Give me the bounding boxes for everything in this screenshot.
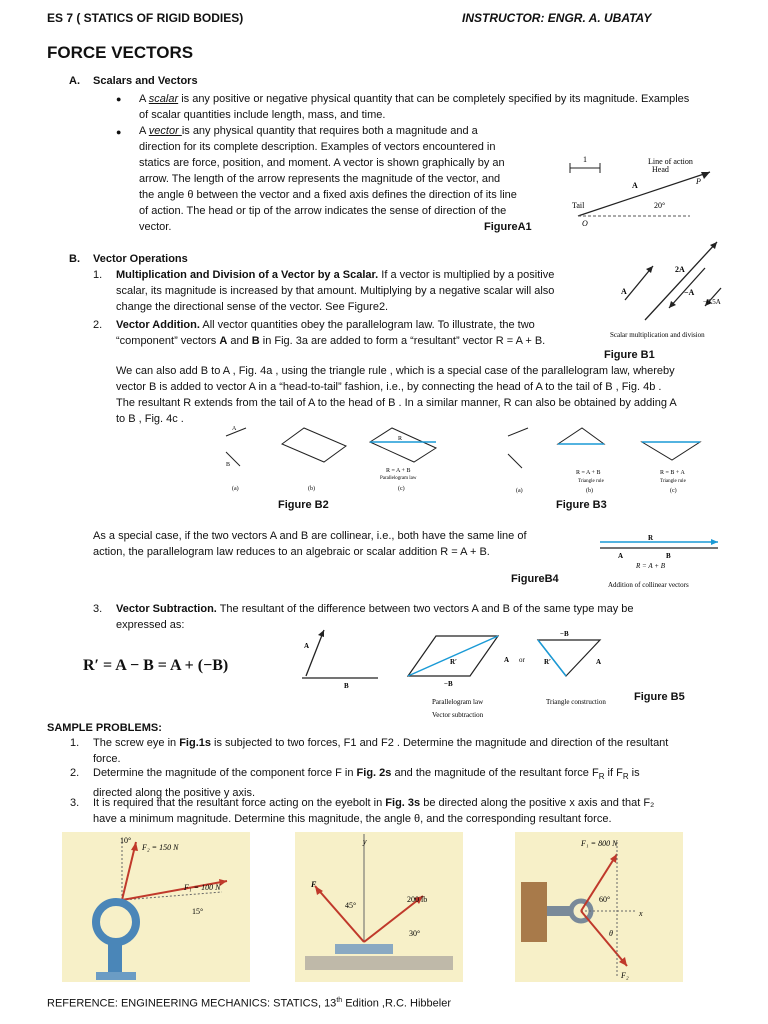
item2-b: B (251, 335, 260, 347)
screw-eye-diagram (62, 832, 250, 982)
b1-sub: Scalar multiplication and division (610, 331, 705, 339)
f1-label: F₁ = 800 N (581, 839, 618, 848)
vector-line1: is any physical quantity that requires both a magnitude and a (181, 125, 478, 137)
scalar-term: scalar (148, 93, 179, 105)
force-f2 (581, 911, 627, 966)
figure-b1-diagram (605, 238, 735, 343)
screw-base (96, 972, 136, 980)
p2-number: 2. (70, 767, 80, 779)
b5-tri: Triangle construction (546, 698, 606, 706)
arrow-head (131, 842, 138, 851)
label-a: A (304, 642, 310, 650)
item2-a: A (219, 335, 228, 347)
angle-30: 30° (409, 929, 421, 938)
bolt-shank (547, 906, 571, 916)
tail-label: Tail (572, 201, 585, 210)
item2-paragraph (116, 317, 596, 349)
scalar-line2: of scalar quantities include length, mass, and time. (139, 109, 386, 121)
b2-sub-c: (c) (398, 486, 405, 492)
figure-3s (515, 832, 683, 982)
item1-number: 1. (93, 269, 103, 281)
item2-and: and (227, 335, 252, 347)
a-label: A (632, 181, 638, 190)
scale-label: 1 (583, 155, 587, 164)
p1-number: 1. (70, 737, 80, 749)
b2-sub-a: (a) (232, 486, 239, 492)
vector-line2: direction for its complete description. Examples of vectors encountered in (139, 141, 496, 153)
support-diagram (295, 832, 463, 982)
b4-eq: R = A + B (636, 562, 666, 570)
item3-line1: The resultant of the difference between two vectors A and B of the same type may be (216, 603, 634, 615)
label-r-prime2: R′ (544, 658, 552, 666)
item3-line2: expressed as: (116, 619, 185, 631)
p2-sub: R (598, 772, 605, 782)
subtraction-equation: R′ = A − B = A + (−B) (83, 657, 229, 674)
label-a: A (232, 426, 237, 432)
screw-shank (108, 940, 122, 976)
angle-10: 10° (120, 836, 132, 845)
label-minus-b2: −B (560, 630, 569, 638)
force-f2 (122, 842, 136, 900)
horizontal-ref (122, 892, 222, 900)
p2-d: is (628, 767, 640, 779)
b3-sub-a: (a) (516, 488, 523, 494)
label-b: B (666, 552, 671, 560)
figure-a1-caption: FigureA1 (484, 221, 532, 233)
f200-label: 200 lb (407, 895, 428, 904)
figure-b3-diagram (500, 422, 715, 497)
b3-eq1: R = A + B (576, 470, 601, 476)
angle-label: 20° (654, 201, 666, 210)
label-r-prime: R′ (450, 658, 458, 666)
item2-line1: All vector quantities obey the parallelogram law. To illustrate, the two (199, 319, 535, 331)
reference-a: REFERENCE: ENGINEERING MECHANICS: STATICS, 13 (47, 997, 337, 1010)
b5-sub: Vector subtraction (432, 711, 484, 719)
b4-sub: Addition of collinear vectors (608, 581, 689, 589)
parallelogram-b (282, 428, 346, 462)
item1-line3: change the directional sense of the vector. See Figure2. (116, 301, 389, 313)
reference-b: Edition ,R.C. Hibbeler (342, 997, 451, 1010)
f2-label: F₂ = 150 N (142, 843, 179, 852)
x-label: x (639, 909, 643, 918)
support-plate (335, 944, 393, 954)
item1-line2: scalar, its magnitude is increased by that amount. Multiplying by a negative scalar will also (116, 285, 555, 297)
figure-2s (295, 832, 463, 982)
item3-number: 3. (93, 603, 103, 615)
vector-term: vector (148, 125, 182, 137)
label-minus-b: −B (444, 680, 453, 688)
p2-fig: Fig. 2s (356, 767, 392, 779)
p2-a: Determine the magnitude of the component force F in (93, 767, 357, 779)
vector-prefix: A (139, 125, 149, 137)
course-header: ES 7 ( STATICS OF RIGID BODIES) (47, 11, 244, 25)
triangle-line4: to B , Fig. 4c . (116, 413, 184, 425)
vector-line5: the angle θ between the vector and a fixed axis defines the direction of its line (139, 189, 517, 201)
problem-1 (93, 735, 733, 767)
p1-b: is subjected to two forces, F1 and F2 . Determine the magnitude and direction of the resultant (211, 737, 669, 749)
b3-sub-b: (b) (586, 488, 593, 494)
figure-b5-caption: Figure B5 (634, 691, 685, 703)
figure-1s (62, 832, 250, 982)
scalar-paragraph (139, 91, 729, 123)
item2-line2b: in Fig. 3a are added to form a “resultant” vector R = A + B. (259, 335, 546, 347)
figure-b3-caption: Figure B3 (556, 499, 607, 511)
label-a: A (618, 552, 624, 560)
f2-label: F₂ (621, 971, 629, 980)
resultant-r-prime-tri (538, 640, 566, 676)
section-b-label: B. (69, 253, 80, 265)
b3-sub-c: (c) (670, 488, 677, 494)
b2-eq: R = A + B (386, 468, 411, 474)
problem-3 (93, 795, 733, 827)
item2-bold: Vector Addition. (116, 319, 200, 331)
vector-line6: of action. The head or tip of the arrow indicates the sense of direction of the (139, 205, 507, 217)
p2-e: directed along the positive y axis. (93, 787, 256, 800)
parallelogram-c (370, 428, 436, 462)
page-title: FORCE VECTORS (47, 43, 194, 62)
p3-a: It is required that the resultant force acting on the eyebolt in (93, 797, 386, 809)
figure-b2-diagram (220, 422, 440, 497)
item1-line1: If a vector is multiplied by a positive (378, 269, 555, 281)
item2-number: 2. (93, 319, 103, 331)
bullet-icon: ● (116, 127, 122, 137)
item1-paragraph (116, 267, 596, 315)
figure-b2-caption: Figure B2 (278, 499, 329, 511)
vector-line3: statics are force, position, and moment. A vector is shown graphically by an (139, 157, 505, 169)
label-a3: A (596, 658, 602, 666)
figure-b1-caption: Figure B1 (604, 349, 655, 361)
label-b: B (226, 462, 231, 468)
p3-c: have a minimum magnitude. Determine this magnitude, the angle θ, and the corresponding resultant force. (93, 813, 612, 825)
figure-b4-diagram (598, 532, 728, 592)
o-label: O (582, 219, 588, 228)
triangle-b (558, 428, 604, 444)
b5-law: Parallelogram law (432, 698, 484, 706)
p1-fig: Fig.1s (179, 737, 211, 749)
vector-paragraph (139, 123, 549, 235)
label-or: or (519, 656, 525, 664)
angle-60: 60° (599, 895, 611, 904)
head-label: Head (652, 165, 669, 174)
collinear-line1: As a special case, if the two vectors A and B are collinear, i.e., both have the same line of (93, 530, 527, 542)
label-r: R (398, 436, 403, 442)
f1-label: F₁ = 100 N (184, 883, 221, 892)
p2-sub2: R (622, 772, 629, 782)
section-a-label: A. (69, 75, 80, 87)
line-of-action-label: Line of action (648, 157, 693, 166)
label-minus-a: −A (684, 288, 695, 297)
p-label: P (696, 177, 701, 186)
p2-c: if F (604, 767, 623, 779)
figure-a1-diagram (560, 150, 730, 230)
p3-fig: Fig. 3s (385, 797, 421, 809)
arrow-head (318, 630, 324, 637)
label-a2: A (504, 656, 510, 664)
triangle-line1: We can also add B to A , Fig. 4a , using the triangle rule , which is a special case of the parallelogram law, whereby (116, 365, 675, 377)
label-r: R (648, 534, 654, 542)
scalar-line1: is any positive or negative physical quantity that can be completely specified by its magnitude. Examples (178, 93, 690, 105)
angle-15: 15° (192, 907, 204, 916)
vector-2a (645, 242, 717, 320)
triangle-rule-paragraph (116, 363, 728, 427)
p2-b: and the magnitude of the resultant force F (391, 767, 599, 779)
b3-rule-b: Triangle rule (578, 479, 604, 484)
sample-problems-title: SAMPLE PROBLEMS: (47, 722, 162, 734)
section-a-title: Scalars and Vectors (93, 75, 198, 87)
b2-sub-b: (b) (308, 486, 315, 492)
collinear-paragraph (93, 528, 573, 560)
vector-b (508, 454, 522, 468)
vector-a (508, 428, 528, 436)
reference-sup: th (336, 997, 343, 1004)
item2-line2a: “component” vectors (116, 335, 220, 347)
y-label: y (363, 837, 367, 846)
arrow-head (701, 172, 710, 179)
p1-a: The screw eye in (93, 737, 180, 749)
instructor-header: INSTRUCTOR: ENGR. A. UBATAY (462, 11, 652, 25)
label-half: −0.5A (703, 298, 721, 306)
label-a: A (621, 287, 627, 296)
figure-b4-caption: FigureB4 (511, 573, 559, 585)
label-2a: 2A (675, 265, 685, 274)
force-f (315, 886, 364, 942)
reference-line (47, 993, 451, 1012)
triangle-line2: vector B is added to vector A in a “head-to-tail” fashion, i.e., by connecting the head of A to the tail of B , Fig. 4b . (116, 381, 662, 393)
p3-b: be directed along the positive x axis and that F₂ (420, 797, 655, 809)
section-b-title: Vector Operations (93, 253, 188, 265)
arrow-head (711, 539, 718, 545)
b2-law: Parallelogram law (380, 476, 417, 481)
vector-line7: vector. (139, 221, 172, 233)
vector-a (306, 630, 324, 676)
vector-arrow (578, 172, 710, 216)
ground (305, 956, 453, 970)
theta-label: θ (609, 929, 613, 938)
b3-rule-c: Triangle rule (660, 479, 686, 484)
label-b: B (344, 682, 349, 690)
b3-eq2: R = B + A (660, 470, 685, 476)
scalar-prefix: A (139, 93, 149, 105)
bullet-icon: ● (116, 94, 122, 104)
eyebolt-diagram (515, 832, 683, 982)
item1-bold: Multiplication and Division of a Vector by a Scalar. (116, 269, 379, 281)
f-label: F (311, 880, 317, 889)
vector-line4: arrow. The length of the arrow represents the magnitude of the vector, and (139, 173, 501, 185)
screw-eye-ring (96, 902, 136, 942)
triangle-line3: The resultant R extends from the tail of A to the head of B . In a similar manner, R can also be obtained by adding A (116, 397, 677, 409)
p1-c: force. (93, 753, 121, 765)
wall-block (521, 882, 547, 942)
p3-number: 3. (70, 797, 80, 809)
angle-45: 45° (345, 901, 357, 910)
collinear-line2: action, the parallelogram law reduces to an algebraic or scalar addition R = A + B. (93, 546, 490, 558)
triangle-c (642, 442, 700, 460)
figure-b5-diagram (298, 626, 628, 721)
arrow-head (646, 266, 653, 273)
item3-bold: Vector Subtraction. (116, 603, 217, 615)
